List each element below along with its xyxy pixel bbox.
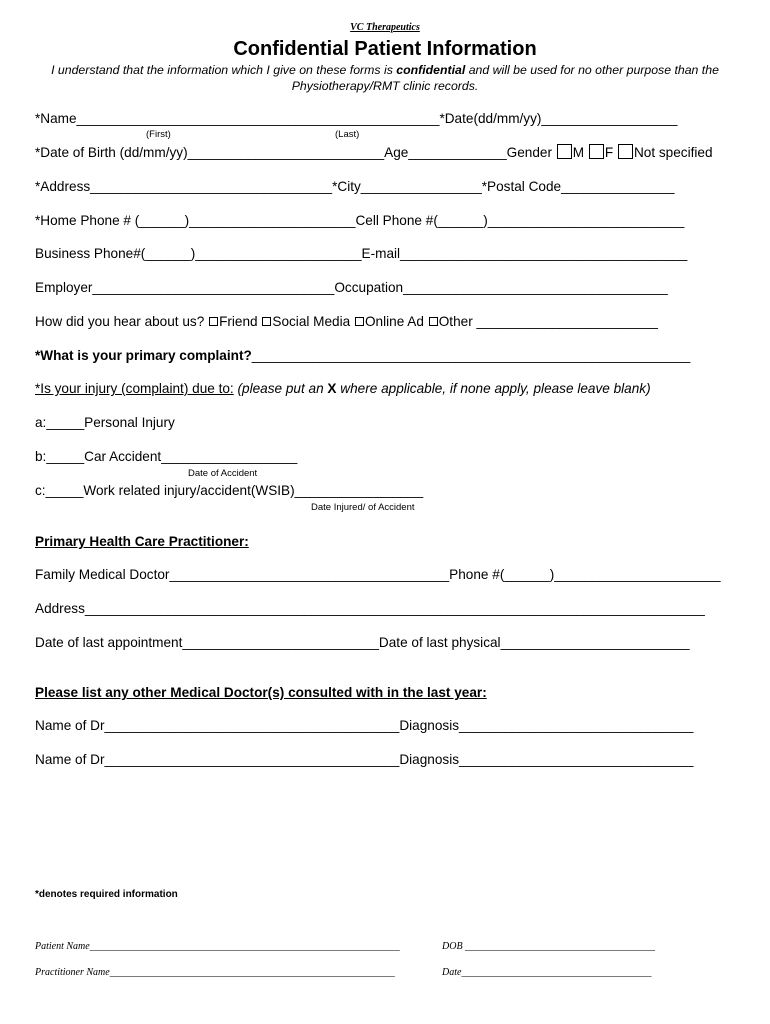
- injury-option-a[interactable]: a:_____Personal Injury: [35, 415, 175, 430]
- referral-online-label: Online Ad: [364, 314, 424, 329]
- dob-field[interactable]: *Date of Birth (dd/mm/yy)__________________________Age_____________Gender: [35, 145, 552, 160]
- gender-m-checkbox[interactable]: [557, 144, 572, 159]
- required-note: *denotes required information: [35, 889, 178, 900]
- injury-question: [35, 381, 651, 396]
- referral-other-checkbox[interactable]: [429, 317, 438, 326]
- practitioner-name-field[interactable]: Practitioner Name_________________________________________________________: [35, 967, 395, 978]
- gender-ns-label: Not specified: [633, 145, 713, 160]
- appointment-dates-field[interactable]: Date of last appointment__________________________Date of last physical_________________________: [35, 635, 690, 650]
- signature-date-field[interactable]: Date______________________________________: [442, 967, 652, 978]
- company-name: VC Therapeutics: [350, 22, 420, 33]
- intro-bold: confidential: [396, 63, 466, 77]
- injury-option-c[interactable]: c:_____Work related injury/accident(WSIB)_________________: [35, 483, 424, 498]
- injury-date-caption: Date Injured/ of Accident: [311, 502, 415, 513]
- practitioner-heading: Primary Health Care Practitioner:: [35, 534, 249, 549]
- other-doctor-row[interactable]: Name of Dr_______________________________________Diagnosis_______________________________: [35, 752, 694, 767]
- injury-note: where applicable, if none apply, please leave blank): [336, 381, 651, 396]
- business-phone-field[interactable]: Business Phone#(______)______________________E-mail______________________________________: [35, 246, 688, 261]
- injury-label: *Is your injury (complaint) due to:: [35, 381, 234, 396]
- gender-m-label: M: [572, 145, 585, 160]
- page-title: Confidential Patient Information: [233, 38, 537, 60]
- doctor-address-field[interactable]: Address__________________________________________________________________________________: [35, 601, 705, 616]
- first-name-caption: (First): [146, 129, 171, 140]
- other-doctors-heading: Please list any other Medical Doctor(s) consulted with in the last year:: [35, 685, 487, 700]
- referral-social-label: Social Media: [272, 314, 351, 329]
- referral-row: [35, 314, 658, 329]
- referral-label: How did you hear about us?: [35, 314, 205, 329]
- other-doctor-row[interactable]: Name of Dr_______________________________________Diagnosis_______________________________: [35, 718, 694, 733]
- intro-text: [30, 62, 740, 94]
- patient-name-field[interactable]: Patient Name______________________________________________________________: [35, 941, 400, 952]
- referral-other-field[interactable]: Other ________________________: [438, 314, 658, 329]
- injury-note-x: X: [327, 381, 337, 396]
- dob-row: [35, 144, 713, 160]
- patient-dob-field[interactable]: DOB ______________________________________: [442, 941, 656, 952]
- last-name-caption: (Last): [335, 129, 360, 140]
- address-field[interactable]: *Address________________________________*City________________*Postal Code_______________: [35, 179, 675, 194]
- gender-f-checkbox[interactable]: [589, 144, 604, 159]
- family-doctor-field[interactable]: Family Medical Doctor_____________________________________Phone #(______)______________________: [35, 567, 721, 582]
- name-field[interactable]: *Name________________________________________________*Date(dd/mm/yy)__________________: [35, 111, 678, 126]
- accident-date-caption: Date of Accident: [188, 468, 258, 479]
- referral-friend-checkbox[interactable]: [209, 317, 218, 326]
- intro-part: and will be used for no other purpose than the Physiotherapy/RMT clinic records.: [291, 63, 719, 93]
- injury-note: (please put an: [233, 381, 328, 396]
- injury-option-b[interactable]: b:_____Car Accident__________________: [35, 449, 298, 464]
- home-phone-field[interactable]: *Home Phone # (______)______________________Cell Phone #(______)__________________________: [35, 213, 685, 228]
- referral-online-checkbox[interactable]: [355, 317, 364, 326]
- gender-ns-checkbox[interactable]: [618, 144, 633, 159]
- intro-part: I understand that the information which I give on these forms is: [51, 63, 397, 77]
- complaint-label: *What is your primary complaint?: [35, 348, 252, 363]
- referral-friend-label: Friend: [219, 314, 258, 329]
- complaint-row: [35, 348, 690, 363]
- employer-field[interactable]: Employer________________________________Occupation___________________________________: [35, 280, 668, 295]
- complaint-field[interactable]: __________________________________________________________: [251, 348, 691, 363]
- referral-social-checkbox[interactable]: [262, 317, 271, 326]
- gender-f-label: F: [604, 145, 614, 160]
